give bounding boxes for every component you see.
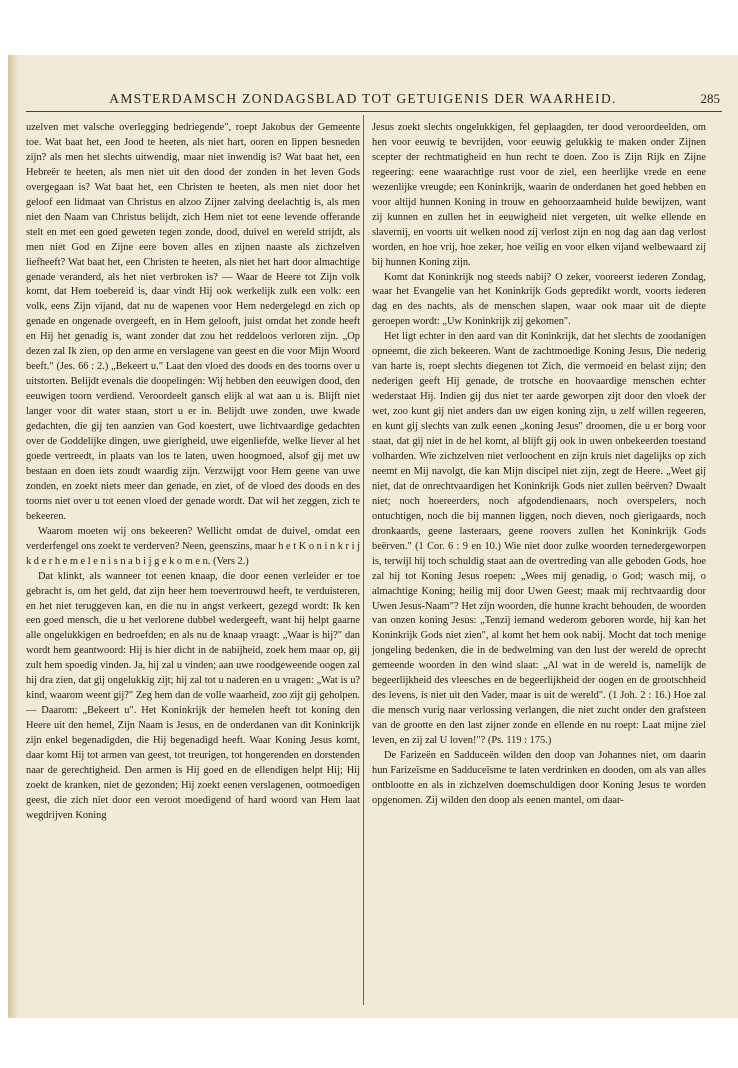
page-number: 285 [700,91,720,106]
header-rule [26,111,722,112]
paragraph: De Farizeën en Sadduceën wilden den doop van Johannes niet, om daarin hun Farizeïsme en Sadduceïsme te laten verdrinken en dooden, om als van alles ontblootte en als in zichzelven doemschuldigen door Koning Jesus te worden opgenomen. Zij wilden den doop als eenen mantel, om daar- [372,750,706,806]
page-header-title: AMSTERDAMSCH ZONDAGSBLAD TOT GETUIGENIS DER WAARHEID. [109,91,617,106]
left-column [26,121,360,824]
paragraph: Jesus zoekt slechts ongelukkigen, fel geplaagden, ter dood veroordeelden, om hen voor eeuwig te bevrijden, voor eeuwig gelukkig te maken onder Zijnen scepter der rechtmatigheid en hun recht te doen. Zoo is Zijn Rijk en Zijne regeering: eene waarachtige rust voor de ziel, een heerlijke vrede en eene wezenlijke vreugde; een Koninkrijk, waarin de onderdanen het goed hebben en voor altijd hunnen Koning in trouw en gehoorzaamheid hulde bewijzen, want zij kunnen en zullen het in eeuwigheid niet vergeten, uit welke ellende en slavernij, en voorts uit welken nood zij verlost zijn en nog dag aan dag verlost worden, en hoe vrij, hoe zeker, hoe veilig en voor elken vijand welbewaard zij bij hunnen Koning zijn. [372,122,706,268]
paragraph: Komt dat Koninkrijk nog steeds nabij? O zeker, vooreerst iederen Zondag, waar het Evangelie van het Koninkrijk Gods gepredikt wordt, voorts iederen dag en des nachts, als de menschen slapen, waar ook maar uit de diepte geroepen wordt: „Uw Koninkrijk zij gekomen". [372,271,706,328]
column-divider [363,115,364,1005]
paragraph: Het ligt echter in den aard van dit Koninkrijk, dat het slechts de zoodanigen opneemt, die zich bekeeren. Want de zachtmoedige Koning Jesus, Die nederig van harte is, roept slechts diegenen tot Zich, die vermoeid en belast zijn; den nederigen geeft Hij genade, de trotsche en hoovaardige menschen echter wederstaat Hij. Indien gij dus niet ter aarde geworpen zijt door den vloek der wet, zoo kunt gij niet anders dan uw eigen koning zijn, u zelf willen regeeren, en kunt gij slechts van zulk eenen „koning Jesus" droomen, die u er borg voor staat, dat gij niet in de hel komt, al blijft gij ook in uwen onbekeerden toestand volharden. Wie zichzelven niet verloochent en zijn kruis niet dagelijks op zich neemt en Mij navolgt, die kan Mijn discipel niet zijn, zegt de Heere. „Weet gij niet, dat de onrechtvaardigen het Koninkrijk Gods niet zullen beërven? Dwaalt niet; noch hoereerders, noch afgodendienaars, noch overspelers, noch ontuchtigen, noch die bij mannen liggen, noch dieven, noch gierigaards, noch dronkaards, geene lasteraars, geene roovers zullen het Koninkrijk Gods beërven." (1 Cor. 6 : 9 en 10.) Wie niet door zulke woorden ternedergeworpen is, terwijl hij toch schuldig staat aan de overtreding van alle geboden Gods, hoe zal hij tot Koning Jesus roepen: „Wees mij genadig, o God; wasch mij, o almachtige Koning; heilig mij door Uwen Geest; maak mij rechtvaardig door Uwen Jesus-Naam"? Het zijn woorden, die hunne kracht behouden, de woorden van onzen koning Jesus: „Tenzij iemand wederom geboren worde, hij kan het Koninkrijk Gods niet zien", al komt het hem ook nabij. Mocht dat toch menige jongeling bedenken, die in de bedwelming van den lust der wereld de oprecht gemeende woorden in den wind slaat: „Al wat in de wereld is, namelijk de begeerlijkheid des vleesches en de begeerlijkheid der oogen en de grootschheid des levens, is niet uit den Vader, maar is uit de wereld". (1 Joh. 2 : 16.) Hoe zal die mensch vurig naar verlossing verlangen, die niet zucht onder den grafsteen van de grootte en den last zijner zonde en ellende en nu roept: Laat mijne ziel leven, en zij zal U loven!"? (Ps. 119 : 175.) [372,331,706,747]
paragraph: Waarom moeten wij ons bekeeren? Wellicht omdat de duivel, omdat een verderfengel ons zoekt te verderven? Neen, geenszins, maar h e t K o n i n k r i j k d e r h e m e l e n i s n a b i j g e k o m e n. (Vers 2.) [26,525,360,567]
newspaper-page [8,55,738,1018]
paragraph: uzelven met valsche overlegging bedriegende", roept Jakobus der Gemeente toe. Wat baat het, een Jood te heeten, als niet hart, ooren en lippen besneden zijn? als men het slechts uitwendig, maar niet inwendig is? Wat baat het, een Hebreër te heeten, als men niet uit den dood der zonden in het leven Gods overgegaan is? Wat baat het, een Christen te heeten, als men niet door het geloof een lidmaat van Christus en alzoo Zijner zalving deelachtig is, als men niet den Naam van Christus belijdt, zich Hem niet tot eene levende offerande stelt en met een goed geweten tegen zonde, dood, duivel en wereld strijdt, als men niet God en Zijne eere boven alles en zijnen naaste als zichzelven liefheeft? Wat baat het, een Christen te heeten, als niet het hart door almachtige genade veranderd, als het niet verbroken is? — Waar de Heere tot Zijn volk komt, dat Hem toebereid is, daar vindt Hij ook werkelijk zulk een volk: een volk, eens Zijn vijand, dat nu de wapenen voor Hem nedergelegd en zich op genade en ongenade overgeeft, en in Hem gelooft, juist omdat het zonde heeft en Hij het genadig is, want zonder dat zou het reddeloos verloren zijn. „Op dezen zal Ik zien, op den arme en verslagene van geest en die voor Mijn Woord beeft." (Jes. 66 : 2.) „Bekeert u." Laat den vloed des doods en des toorns over u uitstorten. Belijdt evenals die doopelingen: Wij hebben den eeuwigen dood, den eeuwigen toorn verdiend. Veroordeelt gansch elijk al wat aan u is. Blijft niet langer voor dit water staan, stort u er in. Belijdt uwe zonden, uwe kwade gedachten, die gij ten aanzien van God koestert, uwe lichtvaardige gedachten over de Goddelijke dingen, uwe gierigheid, uwe eigenliefde, welke liever al het goede vertreedt, in plaats van los te laten, uwen hoogmoed, alsof gij met uw bestaan en doen iets zoudt waardig zijn. Verzwijgt voor Hem geene van uwe zonden, en zoekt niets meer dan genade, en ziet, of de vloed des doods en des toorns niet over u tot eenen vloed der genade wordt. Dat wil het zeggen, zich te bekeeren. [26,122,360,522]
paragraph: Dat klinkt, als wanneer tot eenen knaap, die door eenen verleider er toe gebracht is, om het geld, dat zijn heer hem toevertrouwd heeft, te verduisteren, en het niet teruggeven kan, en die nu in angst verkeert, gezegd wordt: Ik ken een goed mensch, die u het verlorene dubbel wedergeeft, want hij helpt gaarne alle ongelukkigen en bedroefden; en als nu de knaap vraagt: „Waar is hij?" dan wordt hem geantwoord: Hij is hier dicht in de nabijheid, zoek hem maar op, gij zult hem spoedig vinden. Ja, hij zal u vinden; aan uwe roodgeweende oogen zal hij dra zien, dat gij ongelukkig zijt; hij zal tot u naderen en u vragen: „Wat is u? kind, waarom weent gij?" Zeg hem dan de volle waarheid, zoo zijt gij geholpen. — Daarom: „Bekeert u". Het Koninkrijk der hemelen heeft tot koning den Heere uit den hemel, Zijn Naam is Jesus, en de onderdanen van dit Koninkrijk zijn enkel begenadigden, die Hij begenadigd heeft. Waar Koning Jesus komt, daar komt Hij tot armen van geest, tot treurigen, tot hongerenden en dorstenden naar de gerechtigheid. Den armen is Hij goed en de ellendigen helpt Hij; Hij zoekt de kranken, niet de gezonden; Hij zoekt eenen verslagenen, ootmoedigen geest, die zich niet door een veroot moedigend of hard woord van Hem laat wegdrijven Koning [26,570,360,821]
right-column [372,121,706,809]
